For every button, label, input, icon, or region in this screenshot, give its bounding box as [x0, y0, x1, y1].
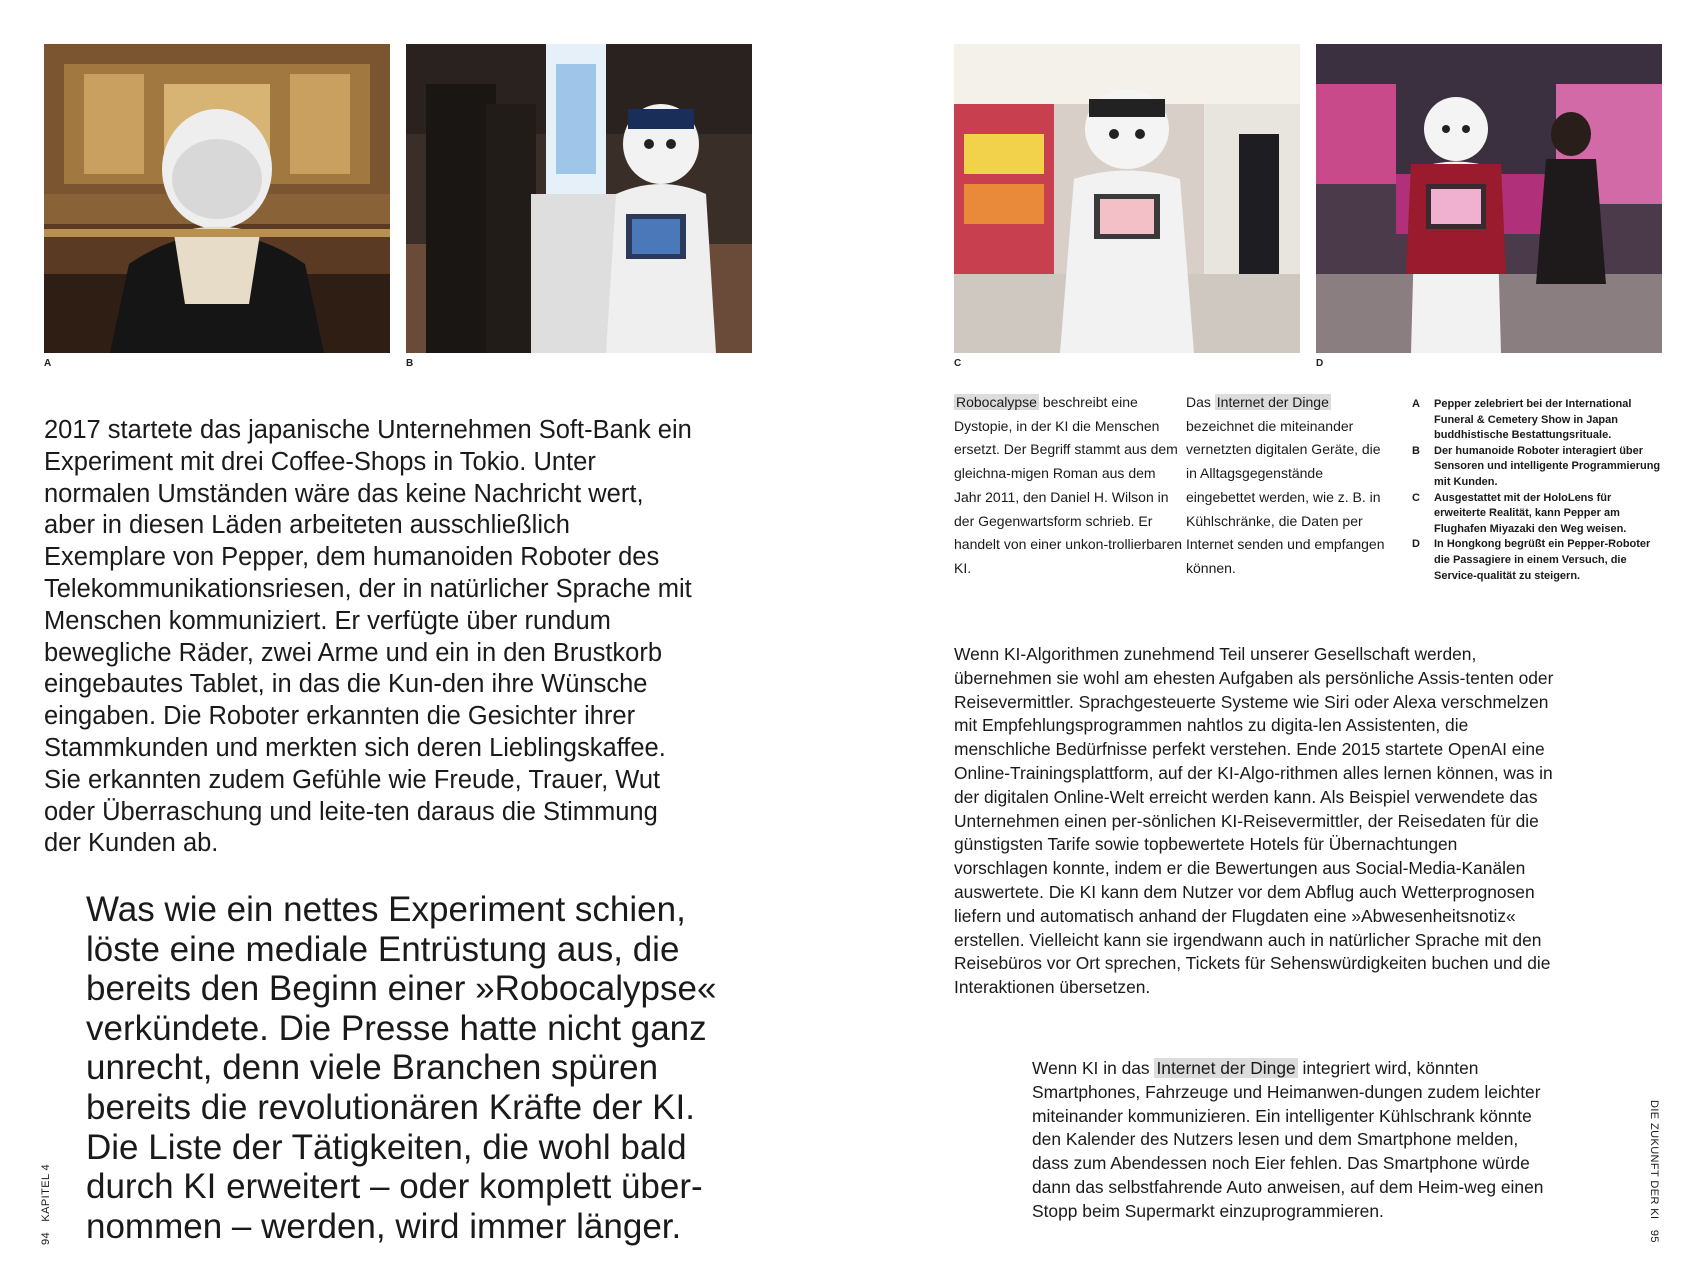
sidebar-robocalypse-text: beschreibt eine Dystopie, in der KI die Menschen ersetzt. Der Begriff stammt aus dem gleichna-migen Roman aus dem Jahr 2011, den Daniel H. Wilson in der Gegenwartsform schrieb. Er handelt von einer unkon-trollierbaren KI.: [954, 394, 1183, 576]
photo-a-pepper-funeral: [44, 44, 390, 353]
running-head: DIE ZUKUNFT DER KI: [1648, 1100, 1660, 1220]
body2-text: integriert wird, könnten Smartphones, Fahrzeuge und Heimanwen-dungen zudem leichter miteinander kommunizieren. Ein intelligenter Kühlschrank könnte den Kalender des Nutzers lesen und dem Smartphone melden, dass zum Abendessen noch Eier fehlen. Das Smartphone würde dann das selbstfahrende Auto anweisen, auf dem Heim-weg einen Stopp beim Supermarkt einzuprogrammieren.: [1032, 1058, 1544, 1221]
chapter-label: KAPITEL 4: [40, 1163, 52, 1222]
page-number-left: 94: [40, 1231, 52, 1245]
image-caption-text: Der humanoide Roboter interagiert über Sensoren und intelligente Programmierung mit Kunden.: [1434, 444, 1661, 488]
lede-paragraph: 2017 startete das japanische Unternehmen Soft-Bank ein Experiment mit drei Coffee-Shops in Tokio. Unter normalen Umständen wäre das keine Nachricht wert, aber in diesen Läden arbeiteten ausschließlich Exemplare von Pepper, dem humanoiden Roboter des Telekommunikationsriesen, der in natürlicher Sprache mit Menschen kommuniziert. Er verfügte über rundum bewegliche Räder, zwei Arme und ein in den Brustkorb eingebautes Tablet, in das die Kun-den ihre Wünsche eingaben. Die Roboter erkannten die Gesichter ihrer Stammkunden und merkten sich deren Lieblingskaffee. Sie erkannten zudem Gefühle wie Freude, Trauer, Wut oder Überraschung und leite-ten daraus die Stimmung der Kunden ab.: [44, 416, 692, 858]
image-caption-text: In Hongkong begrüßt ein Pepper-Roboter die Passagiere in einem Versuch, die Service-qualität zu steigern.: [1434, 538, 1651, 582]
image-caption-key: D: [1412, 538, 1420, 551]
image-caption-d: [1412, 537, 1662, 584]
sidebar-internet-der-dinge: [1186, 391, 1386, 581]
folio-left: [40, 1164, 52, 1245]
caption-letter-d: D: [1316, 358, 1324, 369]
image-caption-key: A: [1412, 398, 1420, 410]
image-caption-key: C: [1412, 491, 1420, 504]
image-caption-key: B: [1412, 444, 1420, 457]
pull-quote: Was wie ein nettes Experiment schien, löste eine mediale Entrüstung aus, die bereits den Beginn einer »Robocalypse« verkündete. Die Presse hatte nicht ganz unrecht, denn viele Branchen spüren bereits die revolutionären Kräfte der KI. Die Liste der Tätigkeiten, die wohl bald durch KI erweitert – oder komplett über-nommen – werden, wird immer länger.: [86, 890, 717, 1246]
photo-d-pepper-hongkong: [1316, 44, 1662, 353]
term-internet-der-dinge-inline: Internet der Dinge: [1156, 1058, 1296, 1078]
term-internet-der-dinge: Internet der Dinge: [1216, 394, 1329, 410]
caption-letter-b: B: [406, 358, 414, 369]
sidebar-iot-prefix: Das: [1186, 394, 1215, 410]
body-paragraph: Wenn KI-Algorithmen zunehmend Teil unserer Gesellschaft werden, übernehmen sie wohl am ehesten Aufgaben als persönliche Assis-tenten oder Reisevermittler. Sprachgesteuerte Systeme wie Siri oder Alexa verschmelzen mit Empfehlungsprogrammen nahtlos zu digita-len Assistenten, die menschliche Bedürfnisse perfekt verstehen. Ende 2015 startete OpenAI eine Online-Trainingsplattform, auf der KI-Algo-rithmen alles lernen können, was in der digitalen Online-Welt erreicht werden kann. Als Beispiel verwendete das Unternehmen einen per-sönlichen KI-Reisevermittler, der Reisedaten für die günstigsten Tarife sowie topbewertete Hotels für Übernachtungen vorschlagen konnte, indem er die Bewertungen aus Social-Media-Kanälen auswertete. Die KI kann dem Nutzer vor dem Abflug auch Wetterprognosen liefern und automatisch anhand der Flugdaten eine »Abwesenheitsnotiz« erstellen. Vielleicht kann sie irgendwann auch in natürlicher Sprache mit den Reisebüros vor Ort sprechen, Tickets für Sehenswürdigkeiten buchen und die Interaktionen übersetzen.: [954, 644, 1554, 998]
page-number-right: 95: [1648, 1229, 1660, 1243]
image-caption-a: [1412, 397, 1662, 444]
image-caption-text: Ausgestattet mit der HoloLens für erweiterte Realität, kann Pepper am Flughafen Miyazaki den Weg weisen.: [1434, 491, 1627, 535]
sidebar-iot-text: bezeichnet die miteinander vernetzten digitalen Geräte, die in Alltagsgegenstände eingebettet werden, wie z. B. in Kühlschränke, die Daten per Internet senden und empfangen können.: [1186, 417, 1385, 576]
photo-c-pepper-airport: [954, 44, 1300, 353]
caption-letter-a: A: [44, 358, 52, 369]
body-paragraph-iot: [1032, 1057, 1552, 1224]
folio-right: [1648, 1100, 1660, 1243]
image-caption-b: [1412, 444, 1662, 491]
term-robocalypse: Robocalypse: [956, 394, 1037, 410]
image-caption-text: Pepper zelebriert bei der International Funeral & Cemetery Show in Japan buddhistische Bestattungsrituale.: [1434, 398, 1632, 442]
sidebar-robocalypse: [954, 391, 1184, 581]
caption-letter-c: C: [954, 358, 962, 369]
body2-prefix: Wenn KI in das: [1032, 1058, 1155, 1078]
photo-b-pepper-coffee-shop: [406, 44, 752, 353]
image-caption-c: [1412, 491, 1662, 538]
image-caption-list: [1412, 397, 1662, 584]
